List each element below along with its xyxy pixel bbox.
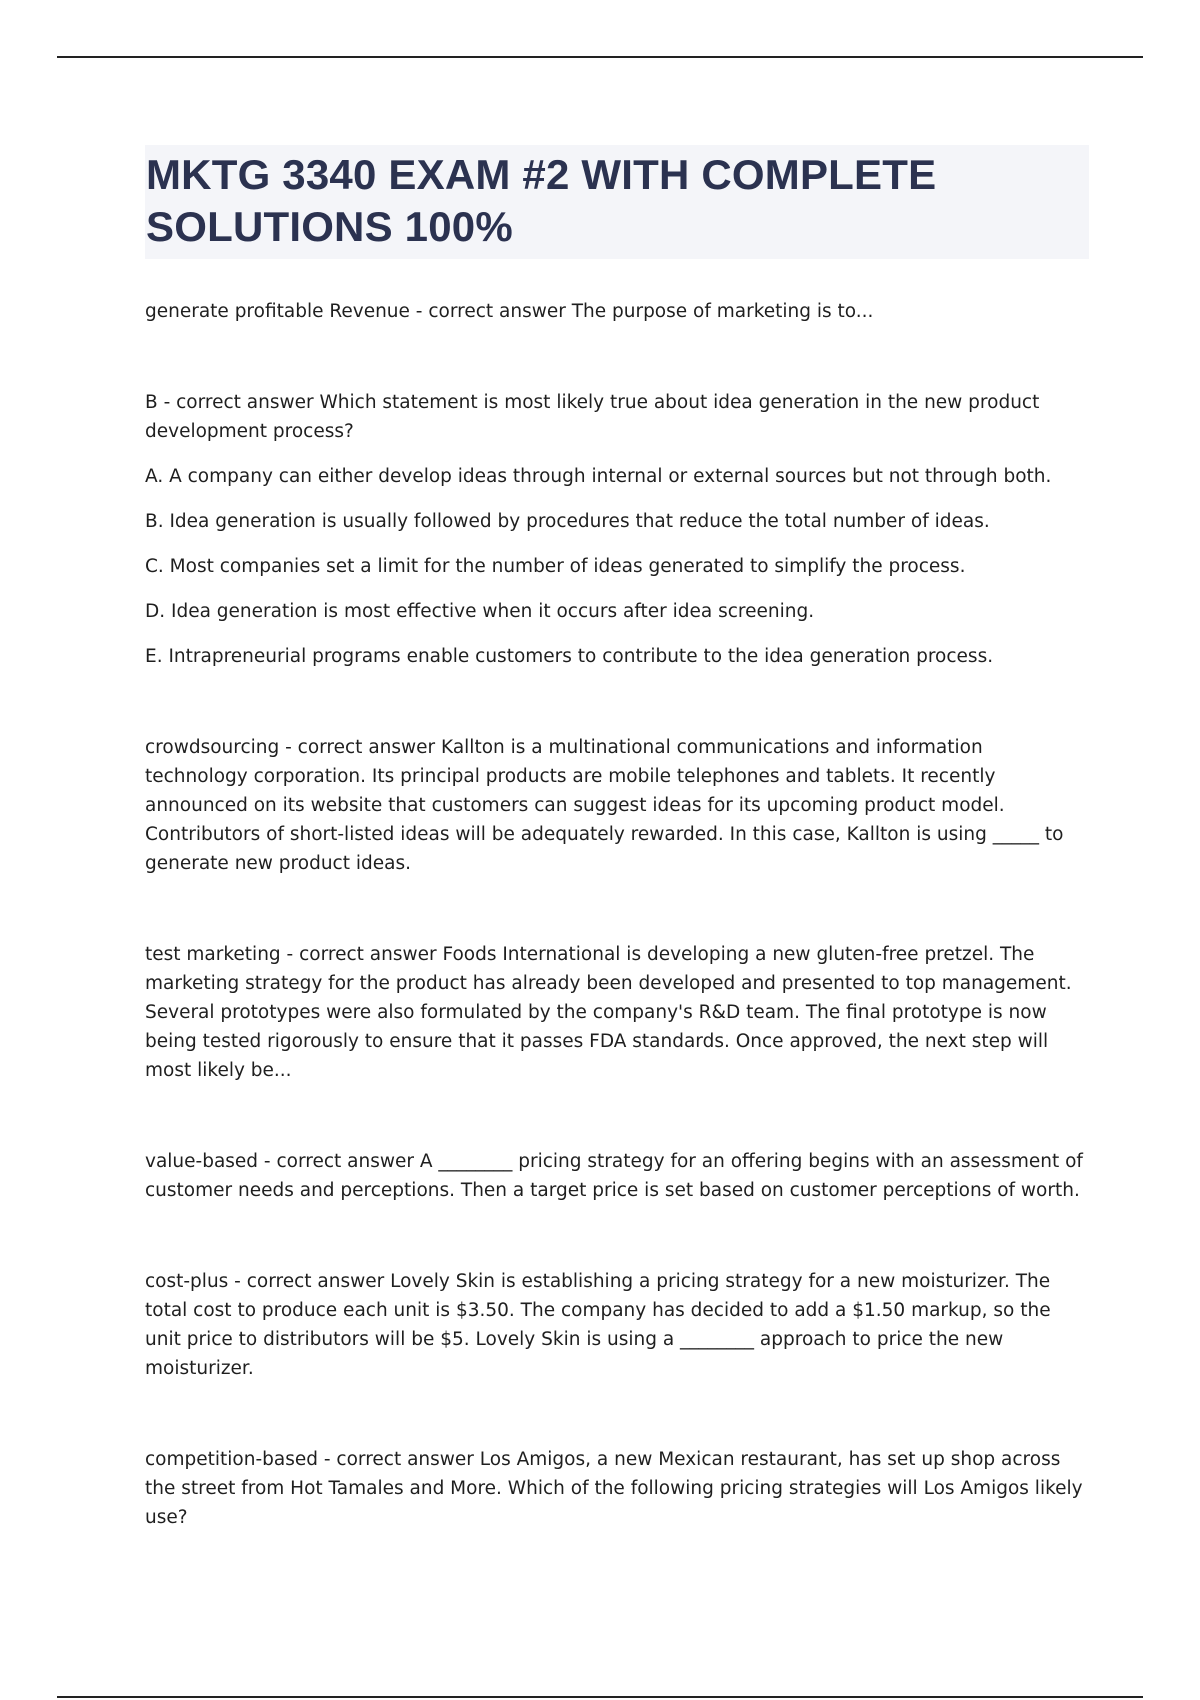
- answer-option: B. Idea generation is usually followed by procedures that reduce the total number of ideas.: [145, 511, 990, 532]
- answer-option: A. A company can either develop ideas through internal or external sources but not through both.: [145, 466, 1052, 487]
- spacer: [145, 342, 1089, 388]
- answer-option: E. Intrapreneurial programs enable customers to contribute to the idea generation process.: [145, 646, 994, 667]
- qa-list: [145, 297, 1089, 1532]
- footer-rule: [57, 1696, 1143, 1698]
- answer-option: C. Most companies set a limit for the number of ideas generated to simplify the process.: [145, 556, 966, 577]
- spacer: [145, 1101, 1089, 1147]
- document-title: MKTG 3340 EXAM #2 WITH COMPLETE SOLUTIONS 100%: [146, 151, 937, 250]
- header-rule: [57, 56, 1143, 58]
- spacer: [145, 1221, 1089, 1267]
- qa-item: value-based - correct answer A ________ pricing strategy for an offering begins with an assessment of customer needs and perceptions. Then a target price is set based on customer perceptions of worth.: [145, 1151, 1083, 1201]
- qa-item: competition-based - correct answer Los Amigos, a new Mexican restaurant, has set up shop across the street from Hot Tamales and More. Which of the following pricing strategies will Los Amigos likely use?: [145, 1449, 1083, 1528]
- qa-item: B - correct answer Which statement is most likely true about idea generation in the new product development process?: [145, 392, 1040, 442]
- answer-option: D. Idea generation is most effective when it occurs after idea screening.: [145, 601, 815, 622]
- spacer: [145, 894, 1089, 940]
- qa-item: cost-plus - correct answer Lovely Skin is establishing a pricing strategy for a new moisturizer. The total cost to produce each unit is $3.50. The company has decided to add a $1.50 markup, so the unit price to distributors will be $5. Lovely Skin is using a ________ approach to price the new moisturizer.: [145, 1271, 1051, 1379]
- title-banner: [145, 145, 1089, 259]
- qa-item: crowdsourcing - correct answer Kallton is a multinational communications and information technology corporation. Its principal products are mobile telephones and tablets. It recently announced on its website that customers can suggest ideas for its upcoming product model. Contributors of short-listed ideas will be adequately rewarded. In this case, Kallton is using _____ to generate new product ideas.: [145, 737, 1064, 874]
- spacer: [145, 687, 1089, 733]
- document-page: [145, 145, 1089, 1548]
- qa-item: test marketing - correct answer Foods International is developing a new gluten-free pretzel. The marketing strategy for the product has already been developed and presented to top management. Several prototypes were also formulated by the company's R&D team. The final prototype is now being tested rigorously to ensure that it passes FDA standards. Once approved, the next step will most likely be...: [145, 944, 1072, 1081]
- spacer: [145, 1399, 1089, 1445]
- qa-item: generate profitable Revenue - correct answer The purpose of marketing is to...: [145, 301, 874, 322]
